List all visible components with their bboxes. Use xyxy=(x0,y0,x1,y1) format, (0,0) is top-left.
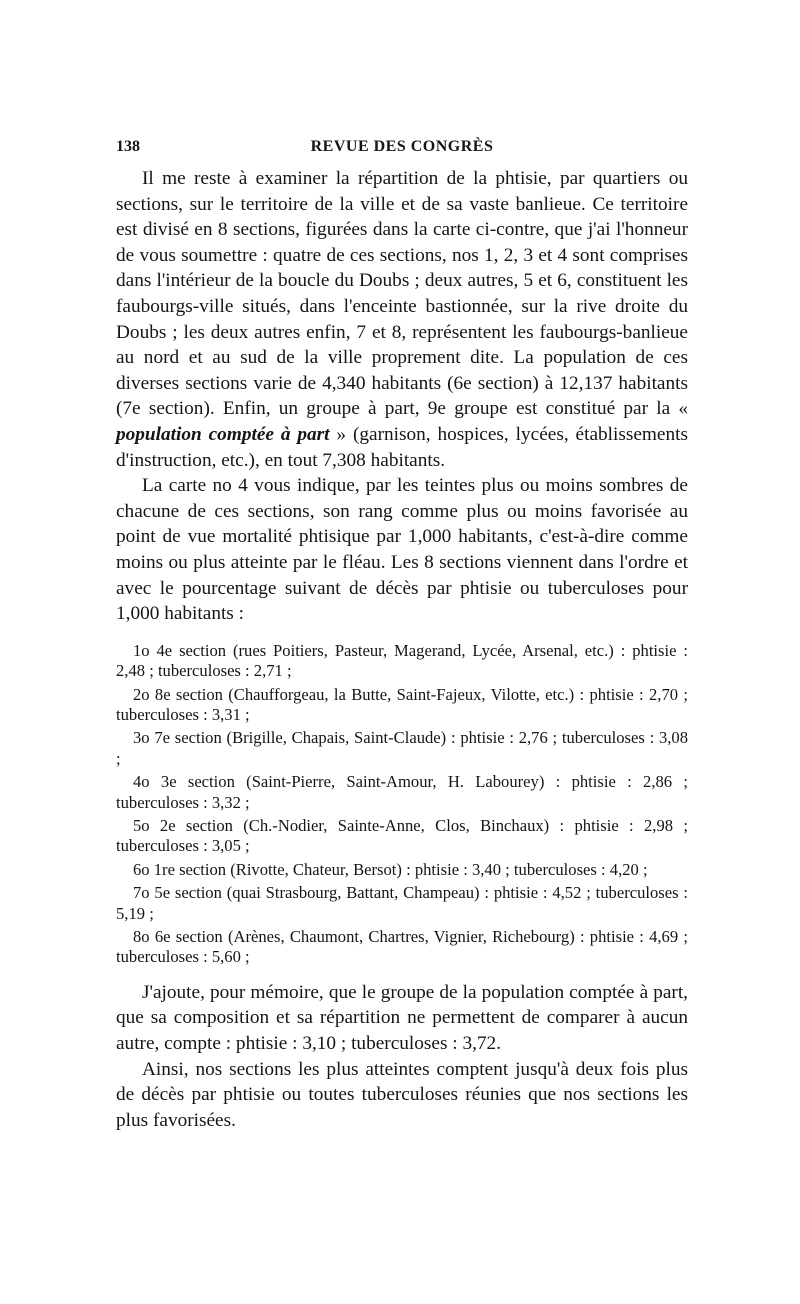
italic-phrase: population comptée à part xyxy=(116,423,330,445)
paragraph-text: Il me reste à examiner la répartition de la phtisie, par quartiers ou sections, sur le territoire de la ville et de sa vaste banlieue. Ce territoire est divisé en 8 sections, figurées dans la carte ci-contre, que j'ai l'honneur de vous soumettre : quatre de ces sections, nos 1, 2, 3 et 4 sont comprises dans l'intérieur de la boucle du Doubs ; deux autres, 5 et 6, constituent les faubourgs-ville situés, dans l'enceinte bastionnée, sur la rive droite du Doubs ; les deux autres enfin, 7 et 8, représentent les faubourgs-banlieue au nord et au sud de la ville proprement dite. La population de ces diverses sections varie de 4,340 habitants (6e section) à 12,137 habitants (7e section). Enfin, un groupe à part, 9e groupe est constitué par la « xyxy=(116,168,688,420)
paragraph-map: La carte no 4 vous indique, par les teintes plus ou moins sombres de chacune de ces sections, son rang comme plus ou moins favorisée au point de vue mortalité phtisique par 1,000 habitants, c'est-à-dire comme moins ou plus atteinte par le fléau. Les 8 sections viennent dans l'ordre et avec le pourcentage suivant de décès par phtisie ou tuberculoses pour 1,000 habitants : xyxy=(116,475,688,625)
list-item: 8o 6e section (Arènes, Chaumont, Chartres, Vignier, Richebourg) : phtisie : 4,69 ; tuberculoses : 5,60 ; xyxy=(116,926,688,967)
page-number: 138 xyxy=(116,138,140,155)
list-item: 7o 5e section (quai Strasbourg, Battant, Champeau) : phtisie : 4,52 ; tuberculoses : 5,19 ; xyxy=(116,883,688,923)
running-head xyxy=(116,132,688,166)
paragraph-text: » (garnison, hospices, lycées, établissements d'instruction, etc.), en tout 7,308 habitants. xyxy=(116,423,688,471)
list-item: 5o 2e section (Ch.-Nodier, Sainte-Anne, Clos, Binchaux) : phtisie : 2,98 ; tuberculoses : 3,05 ; xyxy=(116,815,688,856)
list-item: 1o 4e section (rues Poitiers, Pasteur, Magerand, Lycée, Arsenal, etc.) : phtisie : 2,48 ; tuberculoses : 2,71 ; xyxy=(116,640,688,681)
sections-ranking-list xyxy=(116,641,688,968)
list-item: 3o 7e section (Brigille, Chapais, Saint-Claude) : phtisie : 2,76 ; tuberculoses : 3,08 ; xyxy=(116,728,688,768)
running-head-title: REVUE DES CONGRÈS xyxy=(310,138,494,155)
list-item: 2o 8e section (Chaufforgeau, la Butte, Saint-Fajeux, Vilotte, etc.) : phtisie : 2,70 ; tuberculoses : 3,31 ; xyxy=(116,684,688,724)
book-page xyxy=(116,132,688,1133)
paragraph-separate-group: J'ajoute, pour mémoire, que le groupe de la population comptée à part, que sa composition et sa répartition ne permettent de comparer à aucun autre, compte : phtisie : 3,10 ; tuberculoses : 3,72. xyxy=(116,981,688,1054)
list-item: 6o 1re section (Rivotte, Chateur, Bersot) : phtisie : 3,40 ; tuberculoses : 4,20 ; xyxy=(133,859,648,879)
paragraph-conclusion: Ainsi, nos sections les plus atteintes comptent jusqu'à deux fois plus de décès par phtisie ou toutes tuberculoses réunies que nos sections les plus favorisées. xyxy=(116,1058,688,1131)
list-item: 4o 3e section (Saint-Pierre, Saint-Amour, H. Labourey) : phtisie : 2,86 ; tuberculoses : 3,32 ; xyxy=(116,772,688,812)
paragraph-territory xyxy=(116,166,688,473)
